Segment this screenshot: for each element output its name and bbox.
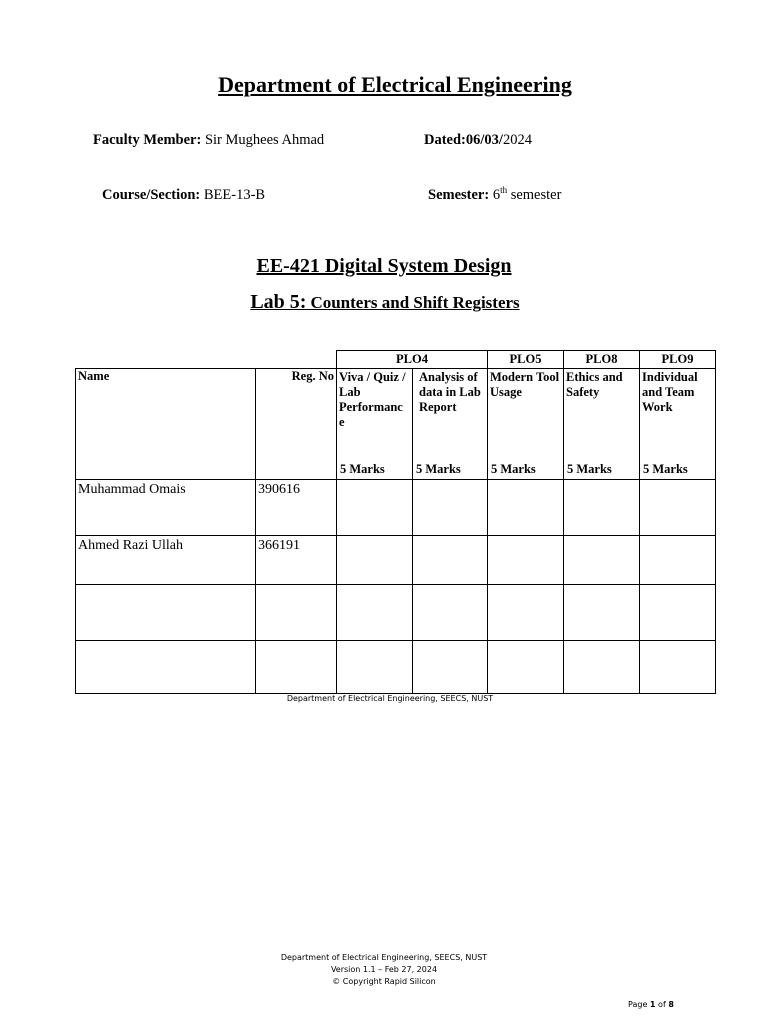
page-footer bbox=[0, 952, 768, 988]
blank-cell bbox=[76, 351, 337, 369]
semester-number: 6 bbox=[492, 187, 501, 203]
marks-cell[interactable] bbox=[413, 641, 488, 694]
marks-cell[interactable] bbox=[564, 641, 640, 694]
criteria-text: Analysis of data in Lab Report bbox=[419, 370, 481, 414]
marks-cell[interactable] bbox=[640, 480, 716, 536]
page-number bbox=[628, 1000, 674, 1009]
marks-cell[interactable] bbox=[337, 641, 413, 694]
marks-cell[interactable] bbox=[488, 641, 564, 694]
dated-label: Dated: bbox=[424, 132, 466, 148]
marks-cell[interactable] bbox=[488, 480, 564, 536]
lab-title bbox=[0, 291, 768, 314]
criteria-marks: 5 Marks bbox=[340, 462, 385, 476]
reg-no-cell bbox=[256, 641, 337, 694]
marks-cell[interactable] bbox=[413, 585, 488, 641]
dated-value-day-month: 06/03/ bbox=[465, 132, 503, 148]
criteria-marks: 5 Marks bbox=[567, 462, 612, 476]
grading-table bbox=[75, 350, 716, 694]
marks-cell[interactable] bbox=[337, 536, 413, 585]
marks-cell[interactable] bbox=[488, 585, 564, 641]
semester-suffix: th bbox=[500, 185, 508, 196]
course-label: Course/Section: bbox=[102, 187, 201, 203]
faculty-value: Sir Mughees Ahmad bbox=[204, 132, 325, 148]
footer-version: Version 1.1 – Feb 27, 2024 bbox=[330, 965, 438, 974]
plo-header-cell: PLO9 bbox=[640, 351, 716, 369]
course-title: EE-421 Digital System Design bbox=[256, 255, 512, 277]
footer-department: Department of Electrical Engineering, SEECS, NUST bbox=[280, 953, 488, 962]
page-label: Page bbox=[628, 1000, 648, 1009]
marks-cell[interactable] bbox=[640, 641, 716, 694]
plo-header-cell: PLO5 bbox=[488, 351, 564, 369]
semester-label: Semester: bbox=[428, 187, 490, 203]
page-of: of bbox=[658, 1000, 666, 1009]
name-header: Name bbox=[76, 369, 256, 480]
student-name-cell: Ahmed Razi Ullah bbox=[76, 536, 256, 585]
reg-no-cell: 390616 bbox=[256, 480, 337, 536]
criteria-cell bbox=[413, 369, 488, 480]
criteria-marks: 5 Marks bbox=[643, 462, 688, 476]
criteria-text: Individual and Team Work bbox=[642, 370, 698, 414]
criteria-text: Modern Tool Usage bbox=[490, 370, 560, 399]
footer-copyright: © Copyright Rapid Silicon bbox=[332, 977, 436, 986]
marks-cell[interactable] bbox=[337, 480, 413, 536]
plo-header-row bbox=[76, 351, 716, 369]
page-current: 1 bbox=[649, 1000, 656, 1009]
dated-line bbox=[424, 132, 532, 149]
lab-name: Counters and Shift Registers bbox=[310, 293, 520, 312]
reg-no-cell: 366191 bbox=[256, 536, 337, 585]
criteria-cell bbox=[564, 369, 640, 480]
criteria-cell bbox=[640, 369, 716, 480]
regno-header: Reg. No bbox=[256, 369, 337, 480]
page-total: 8 bbox=[668, 1000, 674, 1009]
table-row bbox=[76, 585, 716, 641]
plo-header-cell: PLO4 bbox=[337, 351, 488, 369]
faculty-label: Faculty Member: bbox=[93, 132, 202, 148]
marks-cell[interactable] bbox=[337, 585, 413, 641]
plo-header-cell: PLO8 bbox=[564, 351, 640, 369]
table-row bbox=[76, 480, 716, 536]
student-name-cell bbox=[76, 641, 256, 694]
student-name-cell: Muhammad Omais bbox=[76, 480, 256, 536]
criteria-text: Viva / Quiz / Lab Performanc e bbox=[339, 370, 406, 429]
semester-word: semester bbox=[510, 187, 562, 203]
dated-value-year: 2024 bbox=[502, 132, 532, 148]
reg-no-cell bbox=[256, 585, 337, 641]
criteria-cell bbox=[337, 369, 413, 480]
marks-cell[interactable] bbox=[564, 536, 640, 585]
criteria-marks: 5 Marks bbox=[491, 462, 536, 476]
marks-cell[interactable] bbox=[640, 536, 716, 585]
marks-cell[interactable] bbox=[413, 536, 488, 585]
table-footer-department: Department of Electrical Engineering, SEECS, NUST bbox=[286, 694, 494, 703]
course-value: BEE-13-B bbox=[203, 187, 266, 203]
faculty-member-line bbox=[93, 132, 324, 149]
marks-cell[interactable] bbox=[640, 585, 716, 641]
marks-cell[interactable] bbox=[564, 585, 640, 641]
marks-cell[interactable] bbox=[413, 480, 488, 536]
student-name-cell bbox=[76, 585, 256, 641]
table-row bbox=[76, 536, 716, 585]
table-row bbox=[76, 641, 716, 694]
department-title: Department of Electrical Engineering bbox=[218, 72, 572, 97]
course-section-line bbox=[102, 187, 265, 204]
lab-number: Lab 5: bbox=[250, 291, 307, 313]
marks-cell[interactable] bbox=[488, 536, 564, 585]
criteria-marks: 5 Marks bbox=[416, 462, 461, 476]
criteria-cell bbox=[488, 369, 564, 480]
semester-line bbox=[428, 187, 561, 204]
criteria-header-row bbox=[76, 369, 716, 480]
marks-cell[interactable] bbox=[564, 480, 640, 536]
criteria-text: Ethics and Safety bbox=[566, 370, 623, 399]
